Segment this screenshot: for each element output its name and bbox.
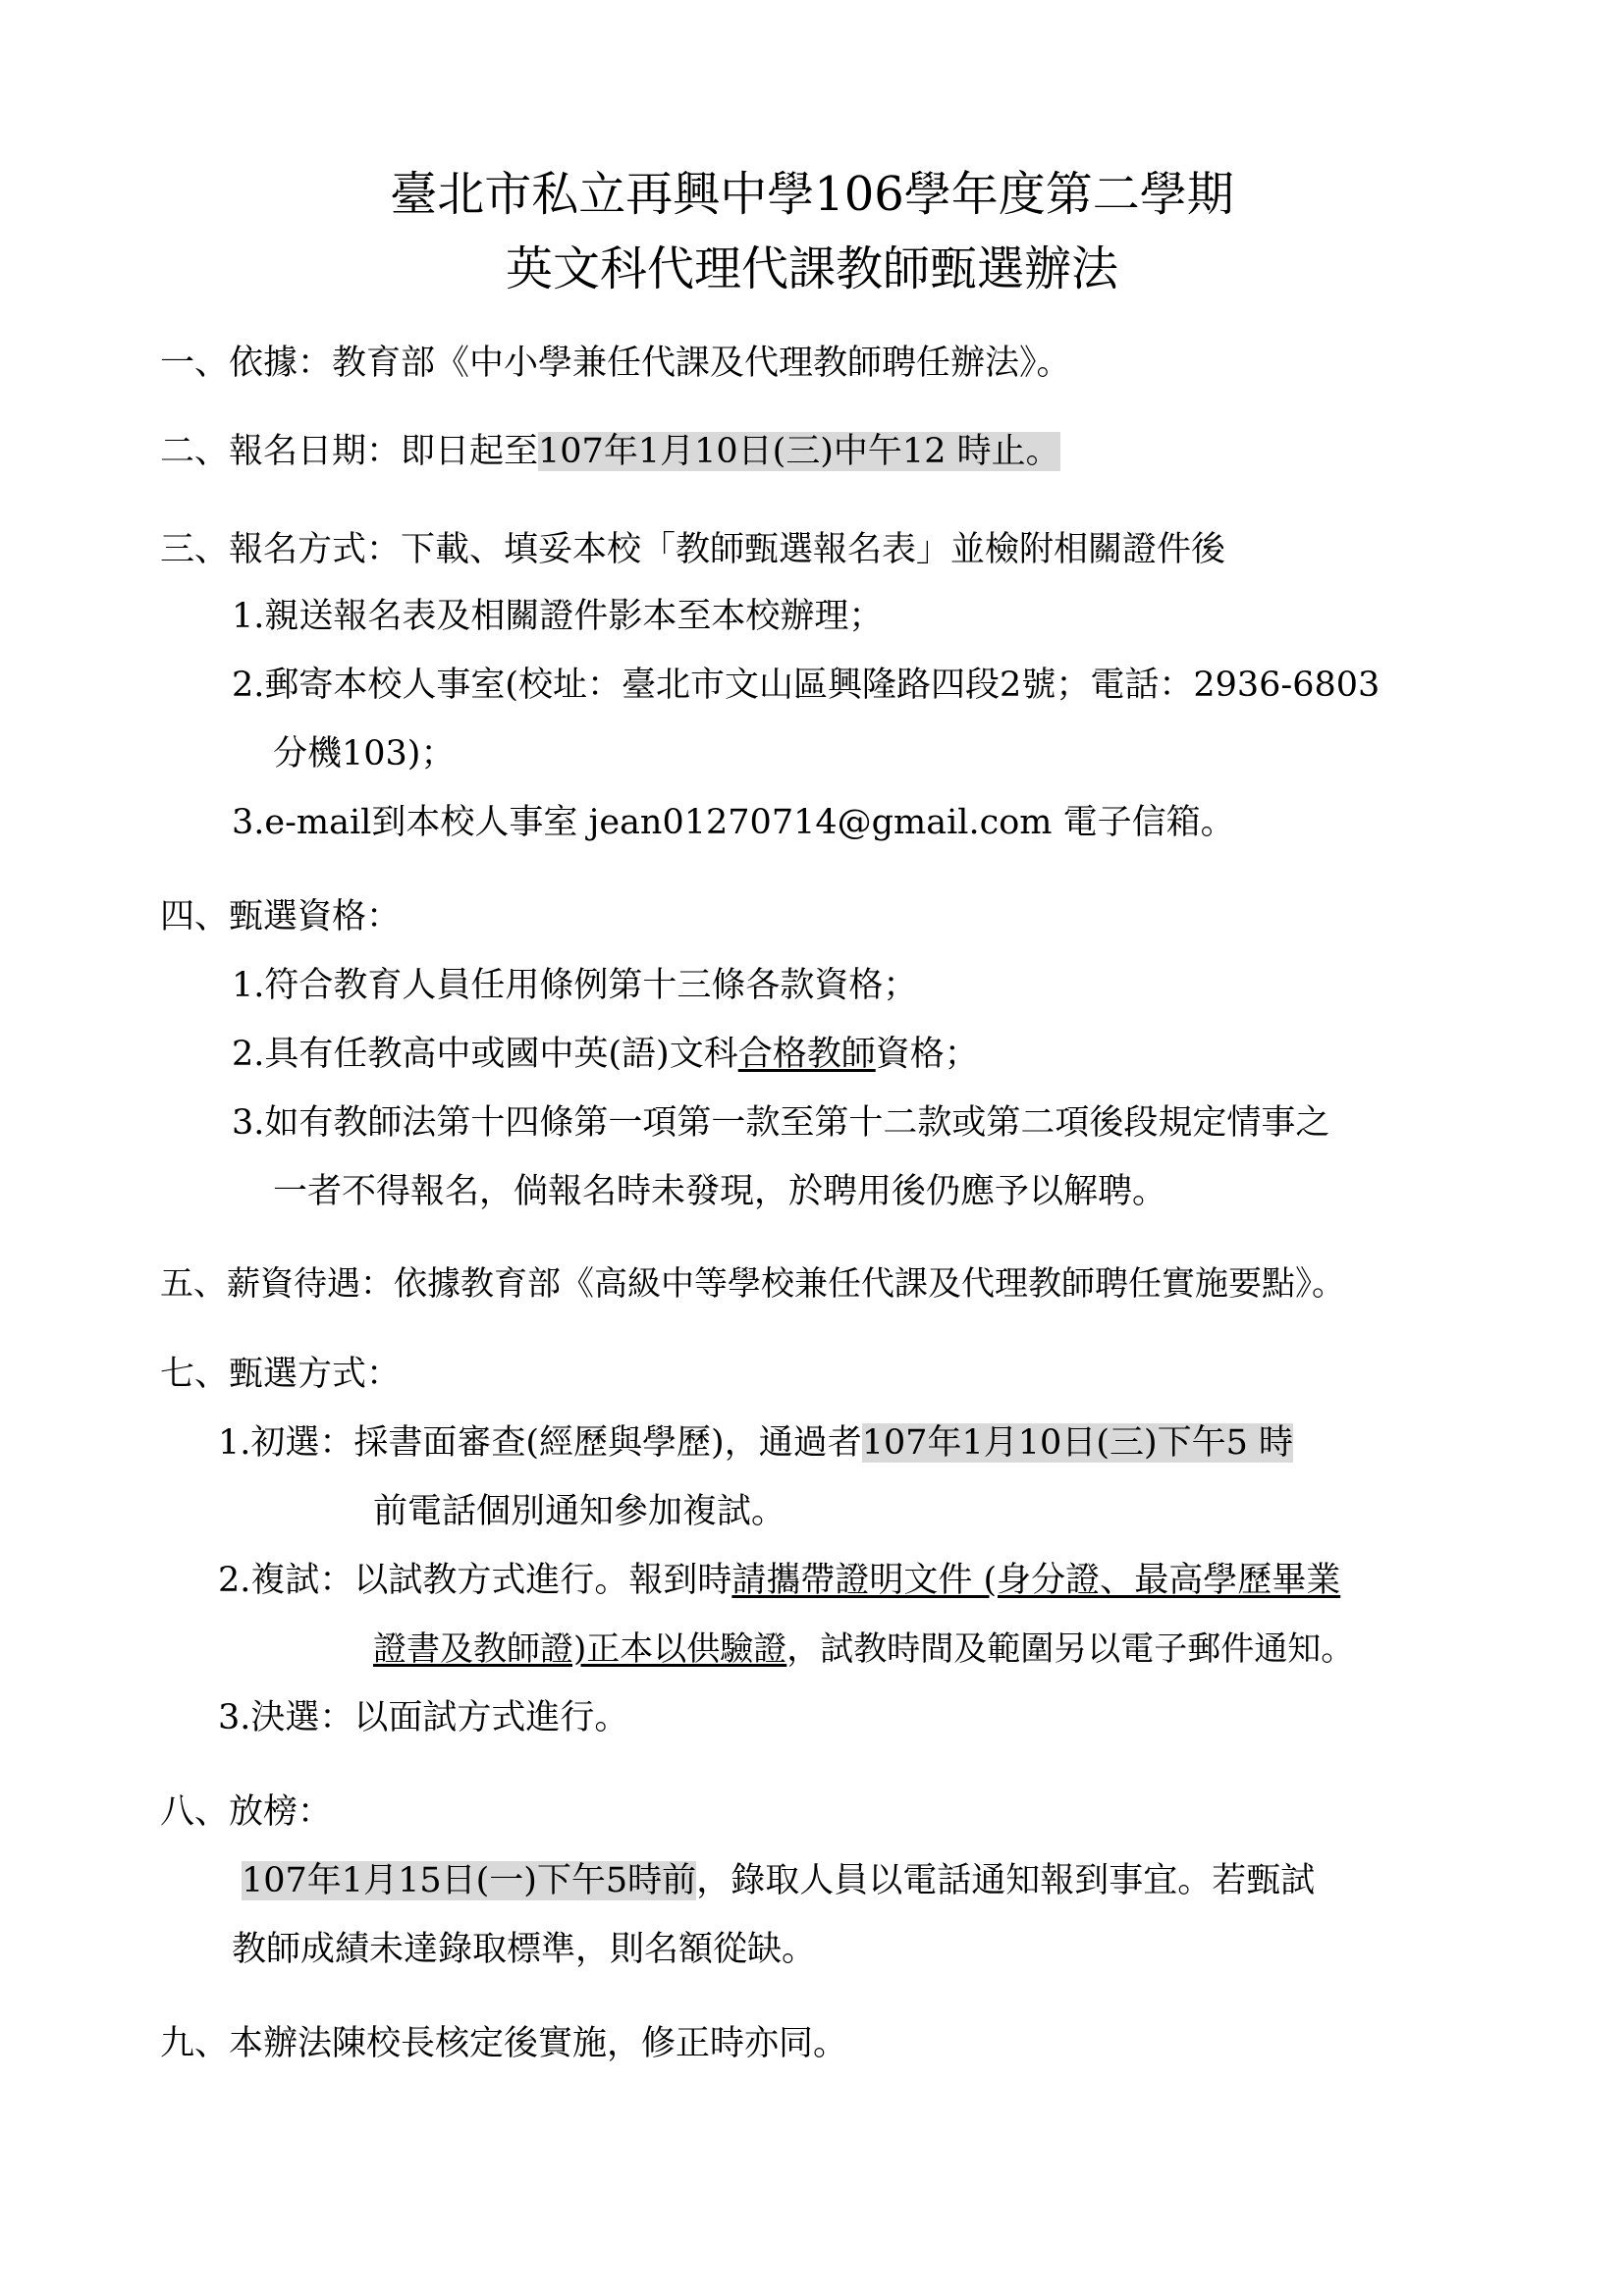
section-1-basis: 一、依據：教育部《中小學兼任代課及代理教師聘任辦法》。: [160, 344, 1071, 383]
section-7-item-1-highlight: 107年1月10日(三)下午5 時: [861, 1423, 1294, 1463]
section-7-item-2-continued: [373, 1622, 1354, 1677]
section-4-item-2-prefix: 2.具有任教高中或國中英(語)文科: [232, 1035, 738, 1074]
section-2-deadline-highlight: 107年1月10日(三)中午12 時止。: [538, 432, 1060, 471]
section-7-item-1-continued: 前電話個別通知參加複試。: [373, 1492, 786, 1531]
section-4-item-2-underlined: 合格教師: [737, 1035, 876, 1074]
section-7-item-3: 3.決選：以面試方式進行。: [218, 1698, 629, 1737]
section-7-item-2-suffix: ，試教時間及範圍另以電子郵件通知。: [786, 1629, 1355, 1669]
section-4-item-3: 3.如有教師法第十四條第一項第一款至第十二款或第二項後段規定情事之: [232, 1103, 1330, 1143]
section-7-item-2-prefix: 2.複試：以試教方式進行。報到時: [218, 1561, 732, 1600]
section-4-item-3-continued: 一者不得報名，倘報名時未發現，於聘用後仍應予以解聘。: [273, 1172, 1167, 1211]
section-3-item-2: 2.郵寄本校人事室(校址：臺北市文山區興隆路四段2號；電話：2936-6803: [232, 666, 1380, 705]
section-7-item-2: [218, 1553, 1340, 1608]
section-3-item-1: 1.親送報名表及相關證件影本至本校辦理；: [232, 597, 884, 636]
section-8-continued: 教師成績未達錄取標準，則名額從缺。: [232, 1930, 817, 1969]
section-3-item-2-continued: 分機103)；: [273, 734, 456, 774]
section-4-item-1: 1.符合教育人員任用條例第十三條各款資格；: [232, 966, 918, 1005]
section-3-item-3: 3.e-mail到本校人事室 jean01270714@gmail.com 電子信箱。: [232, 803, 1235, 842]
section-7-item-1: [218, 1415, 1293, 1470]
section-2-label: 二、報名日期：即日起至: [160, 432, 539, 471]
section-4-item-2-suffix: 資格；: [875, 1035, 979, 1074]
section-8-date-highlight: 107年1月15日(一)下午5時前: [242, 1861, 697, 1900]
document-title-line1: 臺北市私立再興中學106學年度第二學期: [390, 167, 1234, 222]
section-7-heading: 七、甄選方式：: [160, 1355, 402, 1394]
section-3-heading: 三、報名方式：下載、填妥本校「教師甄選報名表」並檢附相關證件後: [160, 530, 1226, 569]
section-8-heading: 八、放榜：: [160, 1792, 333, 1832]
section-5-salary: 五、薪資待遇：依據教育部《高級中等學校兼任代課及代理教師聘任實施要點》。: [160, 1264, 1345, 1304]
section-7-item-1-prefix: 1.初選：採書面審查(經歷與學歷)，通過者: [218, 1423, 862, 1463]
section-4-item-2: [232, 1027, 979, 1082]
document-title-line2: 英文科代理代課教師甄選辦法: [505, 241, 1118, 296]
section-8-suffix: ，錄取人員以電話通知報到事宜。若甄試: [696, 1861, 1316, 1900]
section-2-registration-date: [160, 424, 1060, 479]
section-8-announcement: [242, 1853, 1315, 1908]
section-7-item-2-underlined: 請攜帶證明文件 (身分證、最高學歷畢業: [731, 1561, 1341, 1600]
section-7-item-2-underlined-continued: 證書及教師證)正本以供驗證: [373, 1629, 787, 1669]
section-4-heading: 四、甄選資格：: [160, 897, 402, 936]
section-9-enactment: 九、本辦法陳校長核定後實施，修正時亦同。: [160, 2024, 848, 2063]
